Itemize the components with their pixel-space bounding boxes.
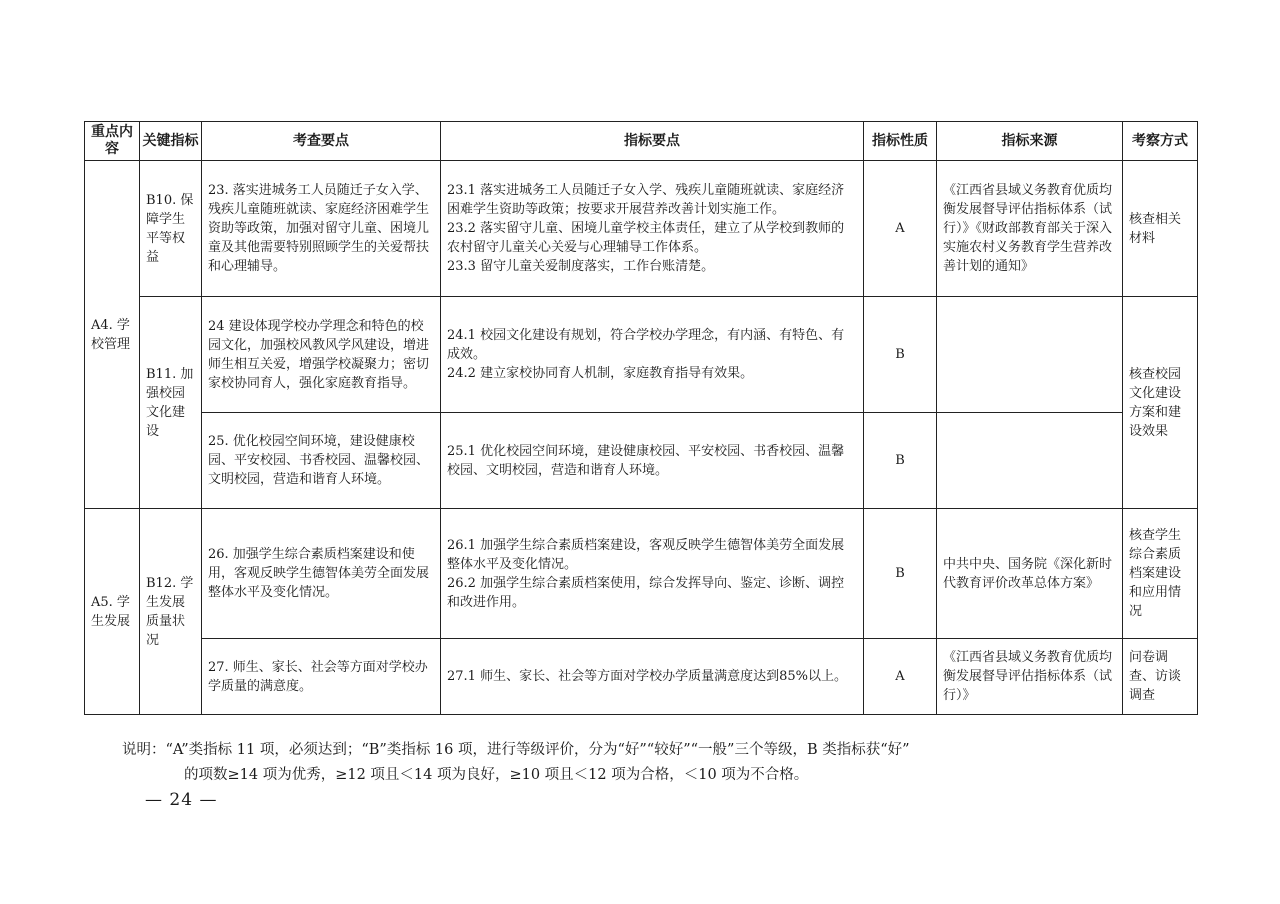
nature-cell: B [864,509,937,639]
indicator-point-cell: 24.1 校园文化建设有规划，符合学校办学理念，有内涵、有特色、有成效。 24.2 建立家校协同育人机制，家庭教育指导有效果。 [441,297,864,413]
source-cell: 中共中央、国务院《深化新时代教育评价改革总体方案》 [937,509,1123,639]
table-header-row [85,122,1198,161]
note-line-2: 的项数≥14 项为优秀，≥12 项且＜14 项为良好，≥10 项且＜12 项为合格，＜10 项为不合格。 [184,767,809,783]
nature-cell: A [864,639,937,715]
indicator-point-cell: 27.1 师生、家长、社会等方面对学校办学质量满意度达到85%以上。 [441,639,864,715]
nature-cell: B [864,413,937,509]
header-key-indicator: 关键指标 [140,122,202,161]
check-point-cell: 24 建设体现学校办学理念和特色的校园文化，加强校风教风学风建设，增进师生相互关爱，增强学校凝聚力；密切家校协同育人，强化家庭教育指导。 [202,297,441,413]
source-cell: 《江西省县域义务教育优质均衡发展督导评估指标体系（试行）》 [937,639,1123,715]
method-cell: 核查学生综合素质档案建设和应用情况 [1123,509,1198,639]
header-nature: 指标性质 [864,122,937,161]
header-indicator-points: 指标要点 [441,122,864,161]
indicator-point-cell: 26.1 加强学生综合素质档案建设，客观反映学生德智体美劳全面发展整体水平及变化情况。 26.2 加强学生综合素质档案使用，综合发挥导向、鉴定、诊断、调控和改进作用。 [441,509,864,639]
check-point-cell: 26. 加强学生综合素质档案建设和使用，客观反映学生德智体美劳全面发展整体水平及变化情况。 [202,509,441,639]
indicator-point-cell: 23.1 落实进城务工人员随迁子女入学、残疾儿童随班就读、家庭经济困难学生资助等政策；按要求开展营养改善计划实施工作。 23.2 落实留守儿童、困境儿童学校主体责任，建立了从学校到教师的农村留守儿童关心关爱与心理辅导工作体系。 23.3 留守儿童关爱制度落实，工作台账清楚。 [441,161,864,297]
nature-cell: B [864,297,937,413]
focus-cell: A5. 学生发展 [85,509,140,715]
table-row [85,509,1198,639]
header-source: 指标来源 [937,122,1123,161]
table-row [85,161,1198,297]
check-point-cell: 27. 师生、家长、社会等方面对学校办学质量的满意度。 [202,639,441,715]
key-indicator-cell: B12. 学生发展质量状况 [140,509,202,715]
check-point-cell: 23. 落实进城务工人员随迁子女入学、残疾儿童随班就读、家庭经济困难学生资助等政策，加强对留守儿童、困境儿童及其他需要特别照顾学生的关爱帮扶和心理辅导。 [202,161,441,297]
header-method: 考察方式 [1123,122,1198,161]
key-indicator-cell: B10. 保障学生平等权益 [140,161,202,297]
method-cell: 核查校园文化建设方案和建设效果 [1123,297,1198,509]
note-line-1: 说明：“A”类指标 11 项，必须达到；“B”类指标 16 项，进行等级评价，分为“好”“较好”“一般”三个等级，B 类指标获“好” [122,742,910,758]
table-row [85,639,1198,715]
check-point-cell: 25. 优化校园空间环境，建设健康校园、平安校园、书香校园、温馨校园、文明校园，营造和谐育人环境。 [202,413,441,509]
key-indicator-cell: B11. 加强校园文化建设 [140,297,202,509]
header-check-points: 考查要点 [202,122,441,161]
source-cell [937,297,1123,413]
focus-cell: A4. 学校管理 [85,161,140,509]
method-cell: 核查相关材料 [1123,161,1198,297]
table-row [85,413,1198,509]
source-cell: 《江西省县域义务教育优质均衡发展督导评估指标体系（试行）》《财政部教育部关于深入实施农村义务教育学生营养改善计划的通知》 [937,161,1123,297]
header-focus: 重点内容 [85,122,140,161]
explanation-note [122,738,1202,788]
nature-cell: A [864,161,937,297]
page-number: — 24 — [145,790,218,810]
source-cell [937,413,1123,509]
table-row [85,297,1198,413]
method-cell: 问卷调查、访谈调查 [1123,639,1198,715]
evaluation-table [84,121,1198,715]
indicator-point-cell: 25.1 优化校园空间环境，建设健康校园、平安校园、书香校园、温馨校园、文明校园，营造和谐育人环境。 [441,413,864,509]
